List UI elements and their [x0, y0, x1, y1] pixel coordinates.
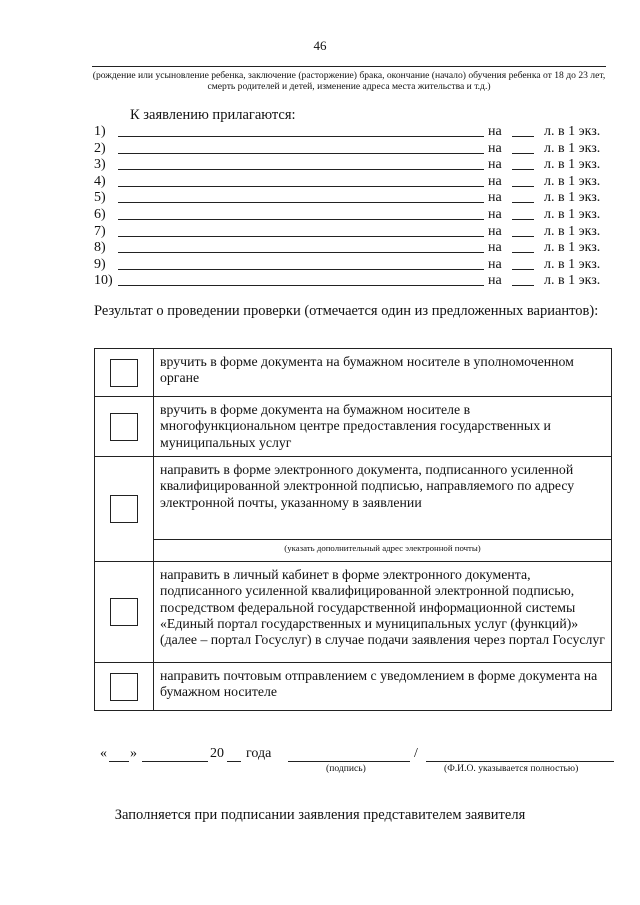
option-text: направить в личный кабинет в форме электронного документа, подписанного усиленной квалифицированной электронной подписью, посредством федеральной государственной информационной системы «Единый портал государственных и муниципальных услуг (функций)» (далее – портал Госуслуг) в случае подачи заявления через портал Госуслуг — [160, 567, 605, 648]
attachment-name-field[interactable] — [118, 136, 484, 137]
page-number: 46 — [313, 38, 327, 53]
attachment-sheets-label: л. в 1 экз. — [544, 223, 601, 239]
year-field[interactable] — [227, 746, 241, 762]
option-row — [95, 562, 612, 663]
option-checkbox[interactable] — [110, 359, 138, 387]
attachment-sheets-label: л. в 1 экз. — [544, 173, 601, 189]
option-checkbox-cell — [95, 349, 154, 397]
attachment-sheets-label: л. в 1 экз. — [544, 140, 601, 156]
day-field[interactable] — [109, 746, 129, 762]
footer-text: Заполняется при подписании заявления представителем заявителя — [114, 807, 526, 823]
attachment-na-label: на — [488, 157, 502, 173]
attachment-na-label: на — [488, 140, 502, 156]
option-row — [95, 457, 612, 540]
option-text-cell — [154, 562, 612, 663]
attachment-sheets-label: л. в 1 экз. — [544, 124, 601, 139]
option-text: направить в форме электронного документа, подписанного усиленной квалифицированной электронной подписью, направляемого по адресу электронной почты, указанному в заявлении — [160, 462, 575, 510]
attachment-row — [94, 156, 614, 173]
attachment-row — [94, 206, 614, 223]
attachment-number: 10) — [94, 273, 113, 289]
attachment-sheet-count-field[interactable] — [512, 236, 534, 237]
attachment-sheet-count-field[interactable] — [512, 269, 534, 270]
attachment-sheet-count-field[interactable] — [512, 153, 534, 154]
signature-field[interactable] — [288, 746, 410, 762]
option-checkbox[interactable] — [110, 598, 138, 626]
attachment-name-field[interactable] — [118, 153, 484, 154]
attachment-number: 3) — [94, 157, 106, 173]
attachment-row — [94, 256, 614, 273]
month-field[interactable] — [142, 746, 208, 762]
close-quote: » — [130, 746, 137, 761]
email-input-cell[interactable] — [154, 540, 612, 562]
attachment-sheet-count-field[interactable] — [512, 169, 534, 170]
attachment-row — [94, 239, 614, 256]
option-checkbox[interactable] — [110, 413, 138, 441]
attachment-row — [94, 140, 614, 157]
attachment-na-label: на — [488, 190, 502, 206]
attachment-sheets-label: л. в 1 экз. — [544, 256, 601, 272]
attachment-na-label: на — [488, 223, 502, 239]
option-text: вручить в форме документа на бумажном носителе в уполномоченном органе — [160, 354, 574, 386]
signature-caption: (подпись) — [326, 763, 366, 774]
option-checkbox-cell — [95, 663, 154, 711]
attachment-name-field[interactable] — [118, 219, 484, 220]
option-text-cell — [154, 457, 612, 540]
option-text: вручить в форме документа на бумажном носителе в многофункциональном центре предоставления государственных и муниципальных услуг — [160, 402, 551, 450]
option-checkbox-cell — [95, 562, 154, 663]
attachment-row — [94, 272, 614, 289]
attachment-row — [94, 123, 614, 140]
attachment-na-label: на — [488, 173, 502, 189]
attachment-row — [94, 173, 614, 190]
attachment-sheet-count-field[interactable] — [512, 252, 534, 253]
attachment-row — [94, 223, 614, 240]
attachment-number: 6) — [94, 207, 106, 222]
option-text: направить почтовым отправлением с уведомлением в форме документа на бумажном носителе — [160, 668, 598, 700]
option-row — [95, 663, 612, 711]
attachment-na-label: на — [488, 240, 502, 256]
option-text-cell — [154, 349, 612, 397]
attachment-sheets-label: л. в 1 экз. — [544, 157, 601, 173]
result-options-table — [94, 348, 612, 711]
attachment-sheet-count-field[interactable] — [512, 186, 534, 187]
attachment-sheet-count-field[interactable] — [512, 285, 534, 286]
attachment-name-field[interactable] — [118, 269, 484, 270]
attachment-sheet-count-field[interactable] — [512, 219, 534, 220]
top-rule — [92, 66, 606, 67]
attachment-na-label: на — [488, 256, 502, 272]
attachment-sheet-count-field[interactable] — [512, 202, 534, 203]
year-suffix: года — [246, 746, 272, 761]
attachments-heading: К заявлению прилагаются: — [130, 107, 296, 123]
attachment-name-field[interactable] — [118, 252, 484, 253]
option-checkbox-cell — [95, 397, 154, 457]
attachment-number: 7) — [94, 223, 106, 239]
attachment-sheets-label: л. в 1 экз. — [544, 207, 601, 222]
option-row — [95, 397, 612, 457]
attachment-number: 4) — [94, 173, 106, 189]
attachment-na-label: на — [488, 207, 502, 222]
attachment-name-field[interactable] — [118, 186, 484, 187]
attachment-sheets-label: л. в 1 экз. — [544, 240, 601, 256]
attachment-row — [94, 189, 614, 206]
attachment-na-label: на — [488, 124, 502, 139]
attachment-name-field[interactable] — [118, 202, 484, 203]
option-checkbox[interactable] — [110, 495, 138, 523]
option-checkbox-cell — [95, 457, 154, 562]
option-checkbox[interactable] — [110, 673, 138, 701]
attachment-name-field[interactable] — [118, 169, 484, 170]
attachment-name-field[interactable] — [118, 285, 484, 286]
option-text-cell — [154, 397, 612, 457]
fio-field[interactable] — [426, 746, 614, 762]
header-note: (рождение или усыновление ребенка, заключение (расторжение) брака, окончание (начало) обучения ребенка от 18 до 23 лет, смерть родителей и детей, изменение адреса места жительства и т.д.) — [92, 70, 606, 92]
fio-caption: (Ф.И.О. указывается полностью) — [444, 763, 579, 774]
slash-separator: / — [414, 746, 418, 761]
date-signature-row — [100, 746, 620, 774]
option-text-cell — [154, 663, 612, 711]
result-intro: Результат о проведении проверки (отмечается один из предложенных вариантов): — [94, 303, 599, 319]
open-quote: « — [100, 746, 107, 761]
option-row — [95, 349, 612, 397]
year-prefix: 20 — [210, 746, 224, 761]
option-subrow — [95, 540, 612, 562]
attachment-number: 9) — [94, 256, 106, 272]
attachment-na-label: на — [488, 273, 502, 289]
attachment-number: 1) — [94, 124, 106, 139]
email-subnote: (указать дополнительный адрес электронной почты) — [284, 543, 481, 553]
attachment-number: 5) — [94, 190, 106, 206]
attachment-sheet-count-field[interactable] — [512, 136, 534, 137]
attachment-number: 2) — [94, 140, 106, 156]
attachment-sheets-label: л. в 1 экз. — [544, 273, 601, 289]
attachment-sheets-label: л. в 1 экз. — [544, 190, 601, 206]
attachment-name-field[interactable] — [118, 236, 484, 237]
attachment-number: 8) — [94, 240, 106, 256]
